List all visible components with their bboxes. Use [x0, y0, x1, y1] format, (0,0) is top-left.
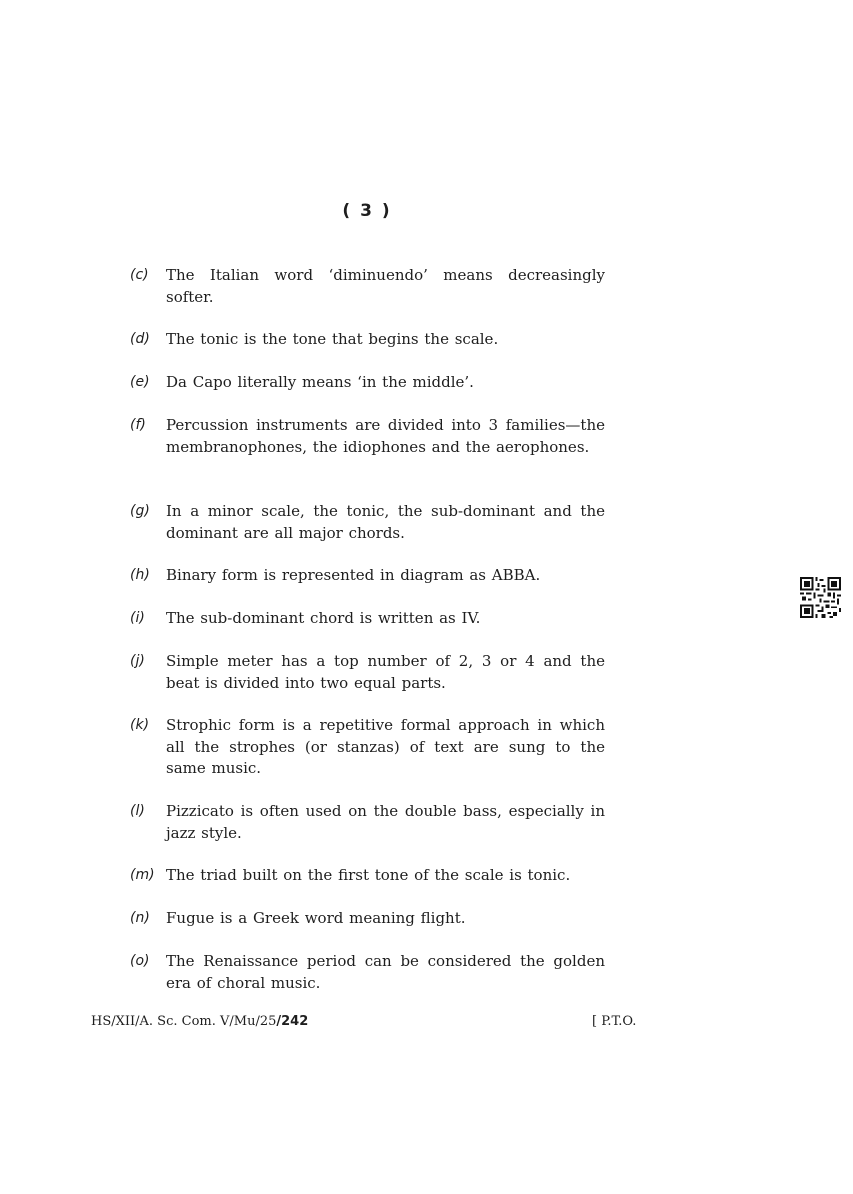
item-text: Da Capo literally means ‘in the middle’.	[166, 373, 474, 391]
item-text: Pizzicato is often used on the double bass, especially in jazz style.	[166, 802, 605, 842]
paper-code	[91, 1014, 308, 1029]
item-label: (j)	[130, 653, 145, 669]
paper-code-suffix: /242	[276, 1014, 309, 1029]
question-item-n	[130, 908, 605, 930]
item-label: (n)	[130, 910, 150, 926]
item-text: Strophic form is a repetitive formal approach in which all the strophes (or stanzas) of text are sung to the same music.	[166, 716, 605, 777]
item-text: The sub-dominant chord is written as IV.	[166, 609, 481, 627]
item-text: The tonic is the tone that begins the scale.	[166, 330, 499, 348]
question-item-i	[130, 608, 605, 630]
question-item-f	[130, 415, 605, 458]
item-text: In a minor scale, the tonic, the sub-dominant and the dominant are all major chords.	[166, 502, 605, 542]
item-label: (m)	[130, 867, 155, 883]
item-label: (h)	[130, 567, 150, 583]
question-item-h	[130, 565, 605, 587]
item-label: (d)	[130, 331, 150, 347]
pto-note: [ P.T.O.	[592, 1014, 637, 1029]
item-label: (k)	[130, 717, 150, 733]
item-text: Simple meter has a top number of 2, 3 or 4 and the beat is divided into two equal parts.	[166, 652, 605, 692]
item-label: (e)	[130, 374, 150, 390]
paper-code-prefix: HS/XII/A. Sc. Com. V/Mu/25	[91, 1014, 277, 1029]
question-item-j	[130, 651, 605, 694]
item-label: (f)	[130, 417, 146, 433]
item-text: Fugue is a Greek word meaning flight.	[166, 909, 466, 927]
item-text: The Renaissance period can be considered the golden era of choral music.	[166, 952, 605, 992]
item-label: (o)	[130, 953, 150, 969]
item-text: Percussion instruments are divided into 3 families—the membranophones, the idiophones and the aerophones.	[166, 416, 605, 456]
qr-code-icon	[800, 577, 841, 618]
question-item-l	[130, 801, 605, 844]
question-item-k	[130, 715, 605, 780]
question-item-m	[130, 865, 605, 887]
item-label: (i)	[130, 610, 145, 626]
item-label: (c)	[130, 267, 149, 283]
item-text: Binary form is represented in diagram as ABBA.	[166, 566, 541, 584]
item-text: The Italian word ‘diminuendo’ means decreasingly softer.	[166, 266, 605, 306]
page-number: ( 3 )	[342, 201, 392, 221]
question-item-g	[130, 501, 605, 544]
question-item-c	[130, 265, 605, 308]
question-item-e	[130, 372, 605, 394]
item-label: (l)	[130, 803, 145, 819]
item-text: The triad built on the first tone of the scale is tonic.	[166, 866, 571, 884]
question-item-o	[130, 951, 605, 994]
item-label: (g)	[130, 503, 150, 519]
question-item-d	[130, 329, 605, 351]
